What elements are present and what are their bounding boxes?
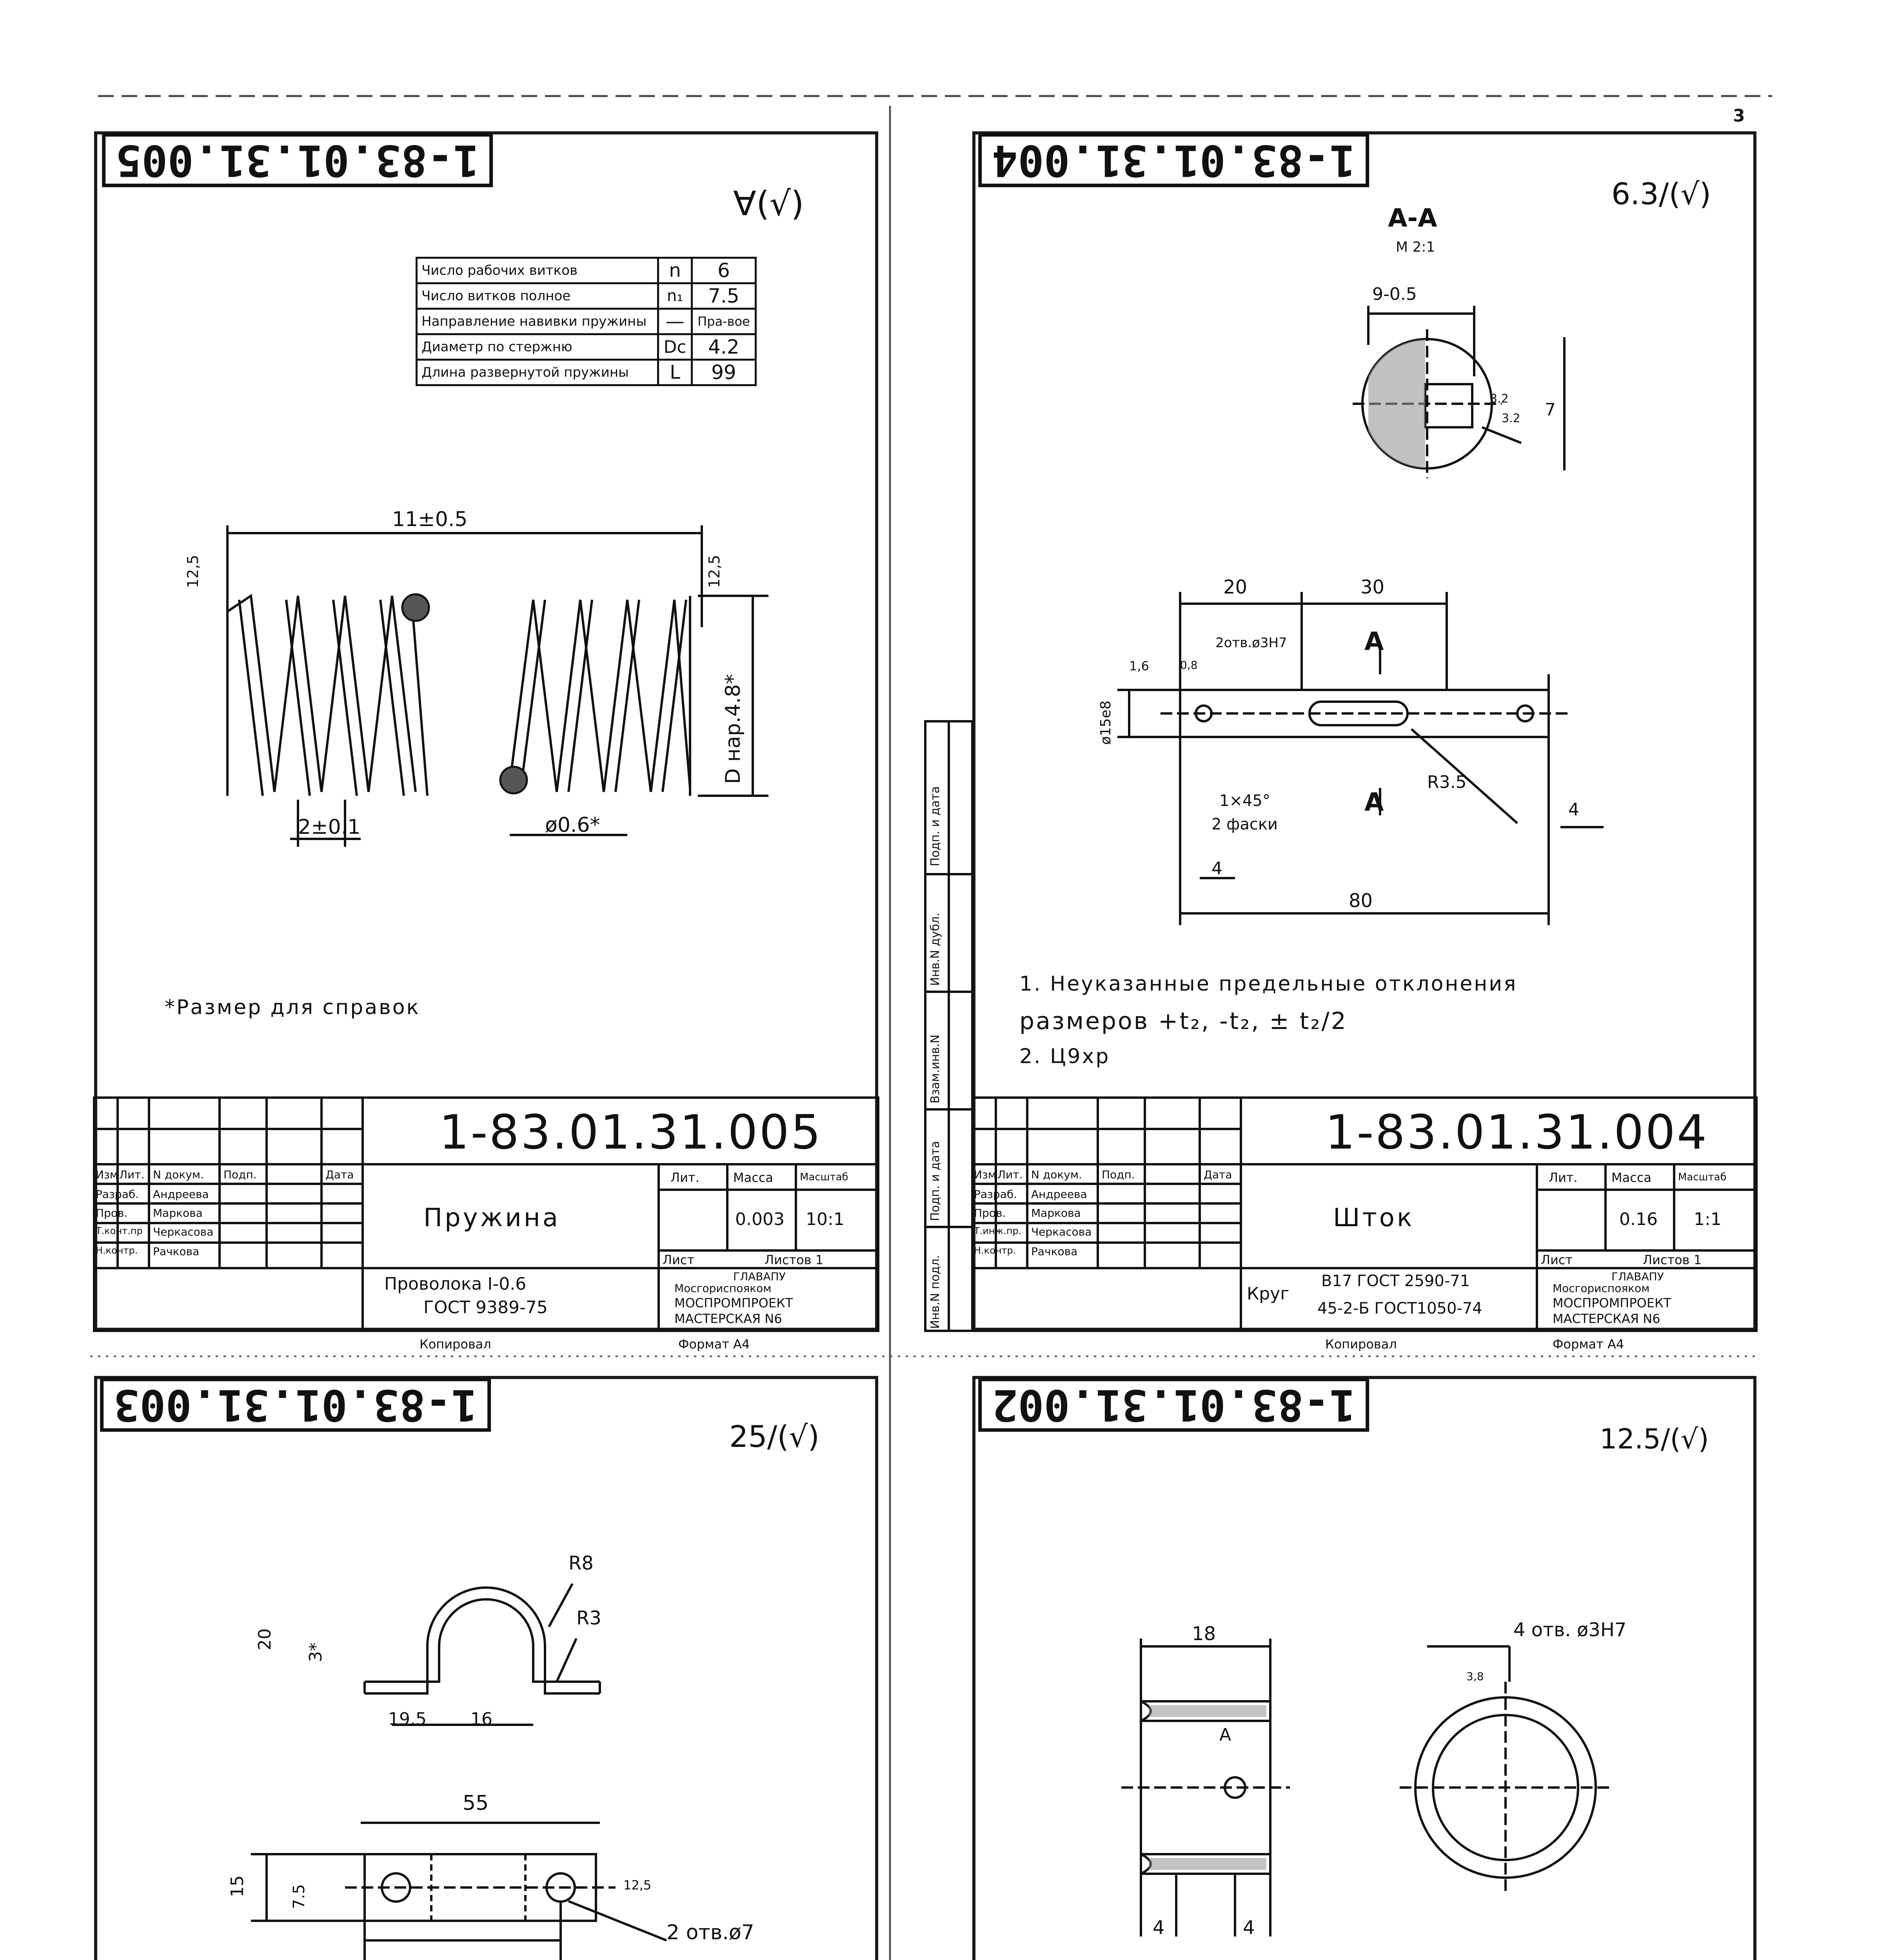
copied-005: Копировал bbox=[420, 1337, 491, 1352]
dim-section-h: 7 bbox=[1545, 400, 1556, 420]
hdr-izm: Изм bbox=[974, 1168, 996, 1181]
dim-r8: R8 bbox=[568, 1552, 594, 1574]
dim-dnar: D нар.4.8* bbox=[721, 674, 745, 784]
dim-wire: ø0.6* bbox=[545, 813, 600, 837]
hdr-ndokum: N докум. bbox=[153, 1168, 204, 1181]
roughness-symbol-icon: ∀(√) bbox=[733, 184, 804, 223]
hdr-podp: Подп. bbox=[223, 1168, 257, 1181]
org-005-4: МАСТЕРСКАЯ N6 bbox=[674, 1311, 782, 1326]
dim-20: 20 bbox=[1223, 576, 1248, 598]
param-label: Направление навивки пружины bbox=[417, 309, 658, 334]
material-005-1: Проволока I-0.6 bbox=[384, 1274, 527, 1294]
material-004-prefix: Круг bbox=[1247, 1284, 1290, 1304]
signer-role: Т.инж.пр. bbox=[974, 1225, 1022, 1236]
hdr-izm: Изм bbox=[96, 1168, 118, 1181]
dim-chamf-r: 0,8 bbox=[1180, 659, 1198, 671]
dim-holes: 2 отв.ø7 bbox=[667, 1921, 754, 1944]
flipped-code-005: 1-83.01.31.005 bbox=[102, 133, 493, 187]
dim-chamfer2: 2 фаски bbox=[1211, 815, 1278, 833]
material-004-1: В17 ГОСТ 2590-71 bbox=[1321, 1272, 1470, 1290]
signer-name: Черкасова bbox=[1031, 1225, 1092, 1238]
roughness-symbol-icon: 6.3/(√) bbox=[1611, 176, 1711, 211]
dim-30: 30 bbox=[1360, 576, 1385, 598]
strip-inv-dubl: Инв.N дубл. bbox=[928, 913, 942, 986]
dim-hole: 2отв.ø3Н7 bbox=[1215, 635, 1287, 651]
hdr-listov: Листов 1 bbox=[1643, 1252, 1702, 1267]
strip-vzam-inv: Взам.инв.N bbox=[928, 1034, 942, 1103]
cut-a-top: А bbox=[1364, 627, 1384, 656]
mass-004: 0.16 bbox=[1619, 1209, 1658, 1229]
dim-chamfer: 1×45° bbox=[1219, 792, 1270, 810]
signer-name: Маркова bbox=[1031, 1207, 1081, 1220]
org-004-2: Мосгориспояком bbox=[1553, 1282, 1650, 1295]
dim-r3: R3 bbox=[576, 1607, 601, 1629]
copied-004: Копировал bbox=[1325, 1337, 1397, 1352]
dim-h3: 3* bbox=[306, 1642, 326, 1662]
scale-004: 1:1 bbox=[1694, 1209, 1722, 1229]
dim-holes: 4 отв. ø3Н7 bbox=[1513, 1619, 1627, 1641]
signer-name: Рачкова bbox=[1031, 1245, 1078, 1258]
signer-name: Андреева bbox=[153, 1188, 209, 1201]
dim-r: 3,8 bbox=[1466, 1670, 1484, 1683]
dim-section-r2: 3.2 bbox=[1502, 412, 1520, 425]
strip-podp-data2: Подп. и дата bbox=[928, 1141, 942, 1221]
strip-podp-data: Подп. и дата bbox=[928, 786, 942, 866]
mass-005: 0.003 bbox=[735, 1209, 785, 1229]
dim-h75: 7.5 bbox=[290, 1884, 308, 1909]
cut-a-bottom: А bbox=[1364, 788, 1384, 817]
signer-name: Рачкова bbox=[153, 1245, 200, 1258]
dim-w16: 16 bbox=[470, 1709, 492, 1729]
signer-role: Разраб. bbox=[974, 1188, 1017, 1201]
org-005-1: ГЛАВАПУ bbox=[733, 1270, 786, 1283]
signer-role: Н.контр. bbox=[974, 1245, 1016, 1256]
hdr-massa: Масса bbox=[733, 1170, 774, 1185]
strip-inv-podl: Инв.N подл. bbox=[928, 1255, 942, 1329]
hdr-list: Лист bbox=[663, 1252, 695, 1267]
part-name-004: Шток bbox=[1333, 1203, 1415, 1232]
hdr-listov: Листов 1 bbox=[765, 1252, 824, 1267]
signer-name: Черкасова bbox=[153, 1225, 214, 1238]
param-label: Число рабочих витков bbox=[417, 258, 658, 283]
dim-chamf-l: 1,6 bbox=[1129, 659, 1149, 673]
dim-4a: 4 bbox=[1211, 858, 1222, 878]
note-005-1: *Размер для справок bbox=[165, 996, 420, 1019]
dim-section-r1: 3.2 bbox=[1490, 392, 1509, 406]
signer-role: Пров. bbox=[974, 1207, 1006, 1220]
section-label: А-А bbox=[1388, 204, 1437, 233]
hdr-podp: Подп. bbox=[1102, 1168, 1135, 1181]
org-005-2: Мосгориспояком bbox=[674, 1282, 772, 1295]
dim-4a: 4 bbox=[1153, 1917, 1165, 1939]
dim-w195: 19.5 bbox=[388, 1709, 427, 1729]
signer-role: Пров. bbox=[96, 1207, 128, 1220]
dim-length: 11±0.5 bbox=[392, 508, 468, 531]
org-004-1: ГЛАВАПУ bbox=[1611, 1270, 1664, 1283]
hdr-lit2: Лит. bbox=[670, 1170, 699, 1185]
hdr-data: Дата bbox=[1204, 1168, 1232, 1181]
hdr-massa: Масса bbox=[1611, 1170, 1652, 1185]
hdr-masshtab: Масштаб bbox=[1678, 1171, 1727, 1183]
dim-section-w: 9-0.5 bbox=[1372, 284, 1417, 304]
drawing-code-004: 1-83.01.31.004 bbox=[1325, 1105, 1709, 1160]
dim-80: 80 bbox=[1349, 890, 1373, 912]
note-004-1: 1. Неуказанные предельные отклонения bbox=[1019, 972, 1518, 996]
dim-w18: 18 bbox=[1192, 1623, 1216, 1645]
signer-name: Маркова bbox=[153, 1207, 203, 1220]
part-name-005: Пружина bbox=[423, 1203, 560, 1232]
dim-dia: ø15е8 bbox=[1098, 701, 1114, 745]
hdr-lit: Лит. bbox=[997, 1168, 1023, 1181]
org-004-3: МОСПРОМПРОЕКТ bbox=[1553, 1296, 1671, 1310]
flipped-code-003: 1-83.01.31.003 bbox=[100, 1378, 491, 1432]
roughness-symbol-icon: 12.5/(√) bbox=[1600, 1423, 1709, 1455]
flipped-code-004: 1-83.01.31.004 bbox=[978, 133, 1369, 187]
flipped-code-002: 1-83.01.31.002 bbox=[978, 1378, 1369, 1432]
hdr-lit: Лит. bbox=[119, 1168, 145, 1181]
roughness-symbol-icon: 25/(√) bbox=[729, 1419, 820, 1454]
hdr-lit2: Лит. bbox=[1549, 1170, 1578, 1185]
org-005-3: МОСПРОМПРОЕКТ bbox=[674, 1296, 793, 1310]
spring-param-table: Число рабочих витков n 6 Число витков полное n₁ 7.5 Направление навивки пружины — Пра-вое Диаметр по стержню Dc 4.2 Длина развернутой пружины L 99 bbox=[416, 257, 757, 386]
dim-rough: 12,5 bbox=[623, 1878, 652, 1893]
hdr-ndokum: N докум. bbox=[1031, 1168, 1082, 1181]
hdr-masshtab: Масштаб bbox=[800, 1171, 848, 1183]
material-004-2: 45-2-Б ГОСТ1050-74 bbox=[1317, 1299, 1482, 1318]
drawing-code-005: 1-83.01.31.005 bbox=[439, 1105, 823, 1160]
signer-role: Т.конт.пр bbox=[96, 1225, 143, 1236]
dim-h20: 20 bbox=[255, 1628, 275, 1650]
section-scale: М 2:1 bbox=[1396, 239, 1435, 255]
hdr-data: Дата bbox=[325, 1168, 354, 1181]
material-005-2: ГОСТ 9389-75 bbox=[423, 1298, 548, 1318]
signer-role: Разраб. bbox=[96, 1188, 139, 1201]
hdr-list: Лист bbox=[1541, 1252, 1573, 1267]
signer-name: Андреева bbox=[1031, 1188, 1087, 1201]
sheet-marker: 3 bbox=[1733, 106, 1745, 126]
dim-4b: 4 bbox=[1568, 800, 1579, 820]
param-label: Диаметр по стержню bbox=[417, 334, 658, 360]
param-label: Длина развернутой пружины bbox=[417, 360, 658, 385]
param-label: Число витков полное bbox=[417, 283, 658, 309]
dim-pitch: 2±0.1 bbox=[298, 815, 361, 839]
scale-005: 10:1 bbox=[806, 1209, 845, 1229]
dim-h15: 15 bbox=[227, 1875, 247, 1897]
note-004-3: 2. Ц9хр bbox=[1019, 1045, 1110, 1068]
cut-a: А bbox=[1219, 1725, 1231, 1745]
note-004-2: размеров +t₂, -t₂, ± t₂/2 bbox=[1019, 1007, 1348, 1035]
dim-r35: R3.5 bbox=[1427, 772, 1467, 792]
dim-4b: 4 bbox=[1243, 1917, 1255, 1939]
org-004-4: МАСТЕРСКАЯ N6 bbox=[1553, 1311, 1660, 1326]
signer-role: Н.контр. bbox=[96, 1245, 138, 1256]
format-005: Формат А4 bbox=[678, 1337, 750, 1352]
rough-right: 12,5 bbox=[706, 555, 723, 588]
rough-left: 12,5 bbox=[184, 555, 202, 588]
format-004: Формат А4 bbox=[1553, 1337, 1624, 1352]
dim-w55: 55 bbox=[463, 1791, 489, 1815]
